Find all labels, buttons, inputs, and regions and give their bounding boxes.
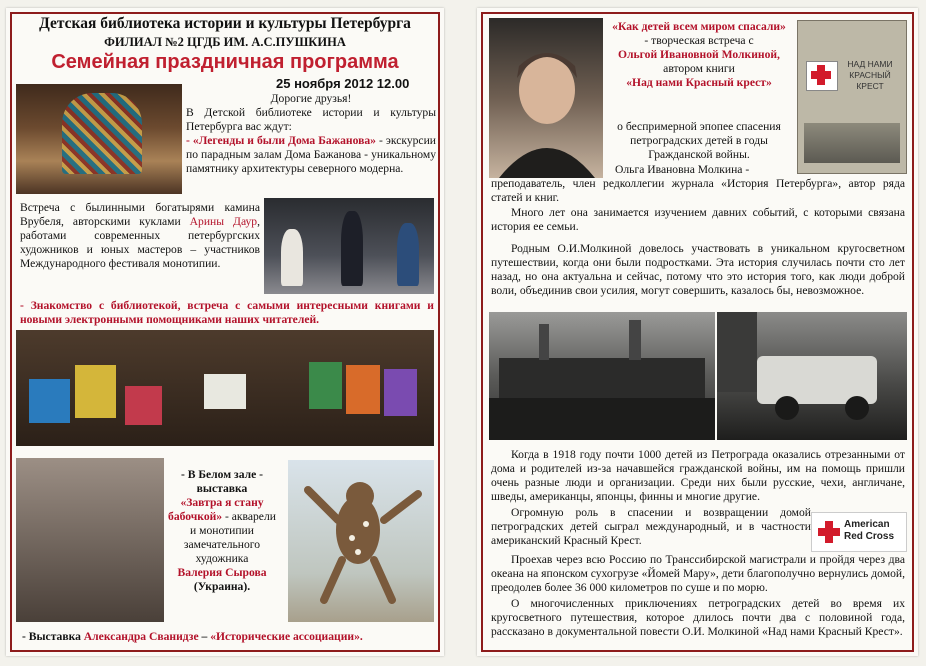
- item-legends: [186, 134, 436, 176]
- red-cross-logo: [811, 512, 907, 552]
- paragraph-red-cross: Огромную роль в спасении и возвращении домой петроградских детей сыграл международный, и в частности американский Красный Крест.: [491, 506, 811, 547]
- ship-archive-photo: [489, 312, 715, 440]
- footer-exhibition: [22, 630, 432, 644]
- exhibit-block: [166, 468, 278, 594]
- book-title: «Над нами Красный крест»: [626, 76, 772, 89]
- book-description: о беспримерной эпопее спасения петроградских детей в годы Гражданской войны.: [617, 120, 781, 161]
- exhibit-desc: - акварели и монотипии замечательного художника: [183, 510, 276, 565]
- red-cross-icon: [818, 521, 840, 543]
- footer-prefix: - Выставка: [22, 630, 84, 643]
- doll-author: Арины Даур: [189, 215, 258, 228]
- exhibit-country: (Украина).: [193, 580, 251, 593]
- left-page: [6, 8, 444, 656]
- item-library: - Знакомство с библиотекой, встреча с самыми интересными книгами и новыми электронными помощниками наших читателей.: [20, 299, 434, 326]
- dolls-photo: [264, 198, 434, 294]
- cat-illustration: [288, 460, 434, 622]
- exhibit-artist: Валерия Сырова: [177, 566, 267, 579]
- author-bio-start: Ольга Ивановна Молкина -: [615, 163, 750, 176]
- artist-portrait-photo: [16, 458, 164, 622]
- red-cross-text: American Red Cross: [844, 519, 895, 542]
- event-date: 25 ноября 2012 12.00: [276, 76, 410, 91]
- cat-painting-photo: [288, 460, 434, 622]
- exhibit-title: «Завтра я стану бабочкой»: [168, 496, 264, 523]
- footer-title: «Исторические ассоциации».: [210, 630, 363, 643]
- intro-text: В Детской библиотеке истории и культуры Петербурга вас ждут:: [186, 106, 436, 133]
- stove-photo: [16, 84, 182, 194]
- event-title: «Как детей всем миром спасали»: [612, 20, 786, 33]
- book-cover-title: НАД НАМИ КРАСНЫЙ КРЕСТ: [847, 59, 893, 91]
- item-legends-text: - экскурсии по парадным залам Дома Бажанова - уникальному памятнику архитектуры северного модерна.: [186, 134, 436, 175]
- item-meeting: [20, 201, 260, 271]
- author-portrait-photo: [489, 18, 603, 178]
- books-photo: [16, 330, 434, 446]
- item-meeting-text-b: , работами современных петербургских художников и юных мастеров – участников Международного фестиваля монотипии.: [20, 215, 261, 270]
- paragraph-1918: Когда в 1918 году почти 1000 детей из Петрограда оказались отрезанными от дома и родителей из-за начавшейся гражданской войны, им на помощь пришли очень разные люди и организации. Среди них были русские, чехи, англичане, шведы, американцы, японцы, финны и многие другие.: [491, 448, 905, 503]
- item-legends-title: - «Легенды и были Дома Бажанова»: [186, 134, 376, 147]
- book-cover-photo: [797, 20, 907, 174]
- paragraph-trip: Проехав через всю Россию по Транссибирской магистрали и пройдя через два океана на японском сухогрузе «Йомей Мару», дети благополучно вернулись домой, преодолев более 36 000 километров по суше и по морю.: [491, 553, 905, 594]
- author-name: Ольгой Ивановной Молкиной,: [618, 48, 780, 61]
- greeting: Дорогие друзья!: [270, 92, 352, 105]
- branch-title: ФИЛИАЛ №2 ЦГДБ ИМ. А.С.ПУШКИНА: [104, 35, 346, 49]
- footer-dash: –: [198, 630, 211, 643]
- event-subtitle: - творческая встреча с: [644, 34, 754, 47]
- book-author-label: автором книги: [663, 62, 735, 75]
- author-bio: преподаватель, член редколлегии журнала «История Петербурга», автор ряда статей и книг.: [491, 177, 905, 204]
- paragraph-book: О многочисленных приключениях петроградских детей во время их кругосветного путешествия, которое длилось почти два с половиной года, рассказано в документальной повести О.И. Молкиной «Над нами Красный Крест».: [491, 597, 905, 638]
- item-meeting-text-a: Встреча с былинными богатырями камина Врубеля, авторскими куклами: [20, 201, 260, 228]
- exhibit-intro: - В Белом зале - выставка: [180, 468, 264, 495]
- footer-artist: Александра Сванидзе: [83, 630, 199, 643]
- bus-archive-photo: [717, 312, 907, 440]
- right-page: [477, 8, 918, 656]
- paragraph-history: Много лет она занимается изучением давних событий, с которыми связана история ее семьи.: [491, 206, 905, 233]
- event-heading: [607, 20, 791, 90]
- library-title: Детская библиотека истории и культуры Петербурга: [39, 15, 411, 32]
- program-title: Семейная праздничная программа: [51, 51, 399, 73]
- paragraph-journey: Родным О.И.Молкиной довелось участвовать в уникальном кругосветном путешествии, когда они были подростками. Эта история случилась почти сто лет назад, но она актуальна и сейчас, потому что это история того, как люди доброй воли, объединив свои усилия, могут совершить, казалось бы, невозможное.: [491, 242, 905, 297]
